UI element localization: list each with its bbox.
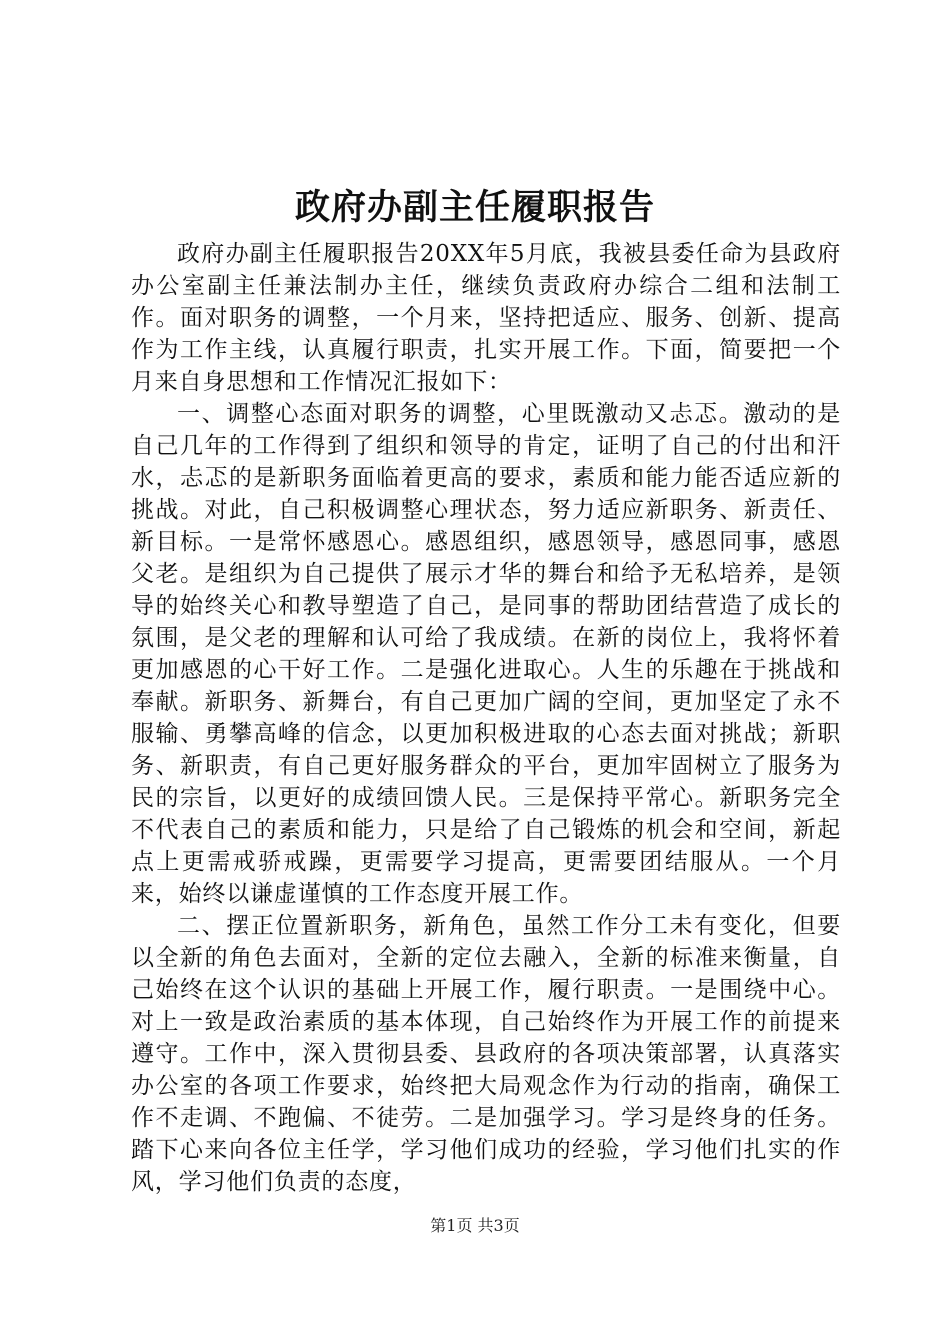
- page-number-footer: 第1页 共3页: [430, 1216, 520, 1235]
- document-body: [131, 238, 841, 1198]
- document-title: 政府办副主任履职报告: [294, 187, 655, 228]
- paragraph-intro: 政府办副主任履职报告20XX年5月底，我被县委任命为县政府办公室副主任兼法制办主任，继续负责政府办综合二组和法制工作。面对职务的调整，一个月来，坚持把适应、服务、创新、提高作为工作主线，认真履行职责，扎实开展工作。下面，简要把一个月来自身思想和工作情况汇报如下：: [131, 241, 841, 395]
- paragraph-section-one: 一、调整心态面对职务的调整，心里既激动又忐忑。激动的是自己几年的工作得到了组织和领导的肯定，证明了自己的付出和汗水，忐忑的是新职务面临着更高的要求，素质和能力能否适应新的挑战。对此，自己积极调整心理状态，努力适应新职务、新责任、新目标。一是常怀感恩心。感恩组织，感恩领导，感恩同事，感恩父老。是组织为自己提供了展示才华的舞台和给予无私培养，是领导的始终关心和教导塑造了自己，是同事的帮助团结营造了成长的氛围，是父老的理解和认可给了我成绩。在新的岗位上，我将怀着更加感恩的心干好工作。二是强化进取心。人生的乐趣在于挑战和奉献。新职务、新舞台，有自己更加广阔的空间，更加坚定了永不服输、勇攀高峰的信念，以更加积极进取的心态去面对挑战；新职务、新职责，有自己更好服务群众的平台，更加牢固树立了服务为民的宗旨，以更好的成绩回馈人民。三是保持平常心。新职务完全不代表自己的素质和能力，只是给了自己锻炼的机会和空间，新起点上更需戒骄戒躁，更需要学习提高，更需要团结服从。一个月来，始终以谦虚谨慎的工作态度开展工作。: [131, 401, 841, 907]
- paragraph-section-two: 二、摆正位置新职务，新角色，虽然工作分工未有变化，但要以全新的角色去面对，全新的定位去融入，全新的标准来衡量，自己始终在这个认识的基础上开展工作，履行职责。一是围绕中心。对上一致是政治素质的基本体现，自己始终作为开展工作的前提来遵守。工作中，深入贯彻县委、县政府的各项决策部署，认真落实办公室的各项工作要求，始终把大局观念作为行动的指南，确保工作不走调、不跑偏、不徒劳。二是加强学习。学习是终身的任务。踏下心来向各位主任学，学习他们成功的经验，学习他们扎实的作风，学习他们负责的态度，: [131, 913, 841, 1195]
